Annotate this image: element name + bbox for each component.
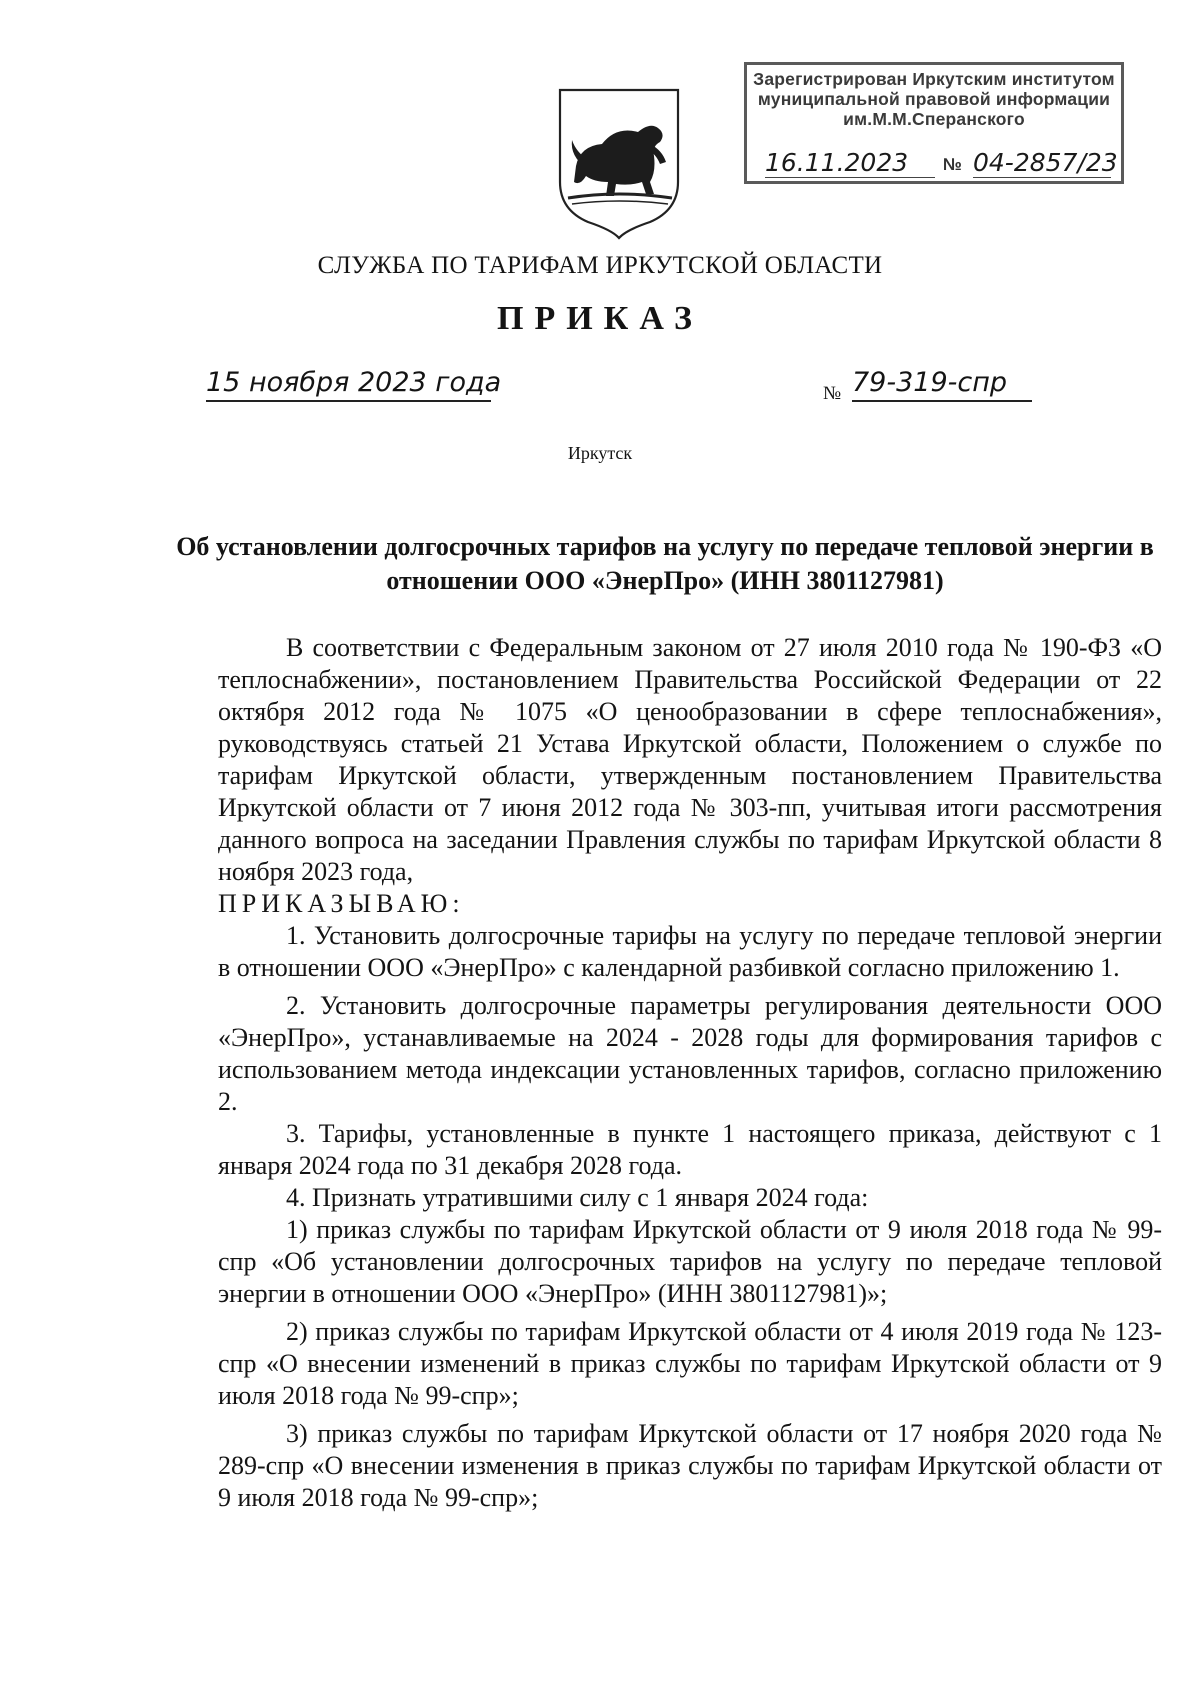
- stamp-registration-date: 16.11.2023: [765, 149, 935, 178]
- document-type: ПРИКАЗ: [497, 300, 703, 337]
- order-body: [218, 632, 1162, 1514]
- order-subitem-1: 1) приказ службы по тарифам Иркутской области от 9 июля 2018 года № 99-спр «Об установлении долгосрочных тарифов на услугу по передаче тепловой энергии в отношении ООО «ЭнерПро» (ИНН 3801127981)»;: [218, 1215, 1162, 1308]
- order-item-3: 3. Тарифы, установленные в пункте 1 настоящего приказа, действуют с 1 января 2024 года по 31 декабря 2028 года.: [218, 1119, 1162, 1180]
- preamble-paragraph: В соответствии с Федеральным законом от 27 июля 2010 года № 190-ФЗ «О теплоснабжении», постановлением Правительства Российской Федерации от 22 октября 2012 года № 1075 «О ценообразовании в сфере теплоснабжения», руководствуясь статьей 21 Устава Иркутской области, Положением о службе по тарифам Иркутской области, утвержденным постановлением Правительства Иркутской области от 7 июня 2012 года № 303-пп, учитывая итоги рассмотрения данного вопроса на заседании Правления службы по тарифам Иркутской области 8 ноября 2023 года,: [218, 633, 1162, 886]
- order-number: 79-319-спр: [852, 366, 1032, 402]
- stamp-registration-line: [747, 145, 1121, 181]
- stamp-number-label: №: [943, 155, 962, 174]
- agency-name: СЛУЖБА ПО ТАРИФАМ ИРКУТСКОЙ ОБЛАСТИ: [317, 252, 883, 279]
- order-subitem-2: 2) приказ службы по тарифам Иркутской области от 4 июля 2019 года № 123-спр «О внесении изменений в приказ службы по тарифам Иркутской области от 9 июля 2018 года № 99-спр»;: [218, 1317, 1162, 1410]
- order-item-4: 4. Признать утратившими силу с 1 января 2024 года:: [286, 1183, 869, 1212]
- city-name: Иркутск: [567, 443, 633, 463]
- order-date: 15 ноября 2023 года: [206, 366, 491, 402]
- order-title: Об установлении долгосрочных тарифов на услугу по передаче тепловой энергии в отношении ООО «ЭнерПро» (ИНН 3801127981): [176, 532, 1154, 595]
- stamp-registration-number: 04-2857/23: [973, 148, 1118, 177]
- order-item-1: 1. Установить долгосрочные тарифы на услугу по передаче тепловой энергии в отношении ООО «ЭнерПро» с календарной разбивкой согласно приложению 1.: [218, 921, 1162, 982]
- order-directive: ПРИКАЗЫВАЮ:: [218, 889, 465, 918]
- order-subitem-3: 3) приказ службы по тарифам Иркутской области от 17 ноября 2020 года № 289-спр «О внесении изменения в приказ службы по тарифам Иркутской области от 9 июля 2018 года № 99-спр»;: [218, 1419, 1162, 1512]
- irkutsk-coat-of-arms-icon: [554, 86, 684, 240]
- order-item-2: 2. Установить долгосрочные параметры регулирования деятельности ООО «ЭнерПро», устанавливаемые на 2024 - 2028 годы для формирования тарифов с использованием метода индексации установленных тарифов, согласно приложению 2.: [218, 991, 1162, 1116]
- order-number-label: №: [823, 383, 842, 404]
- stamp-line-2: муниципальной правовой информации: [757, 89, 1111, 109]
- stamp-line-3: им.М.М.Сперанского: [843, 109, 1025, 129]
- registration-stamp: [744, 62, 1124, 184]
- stamp-line-1: Зарегистрирован Иркутским институтом: [753, 69, 1115, 89]
